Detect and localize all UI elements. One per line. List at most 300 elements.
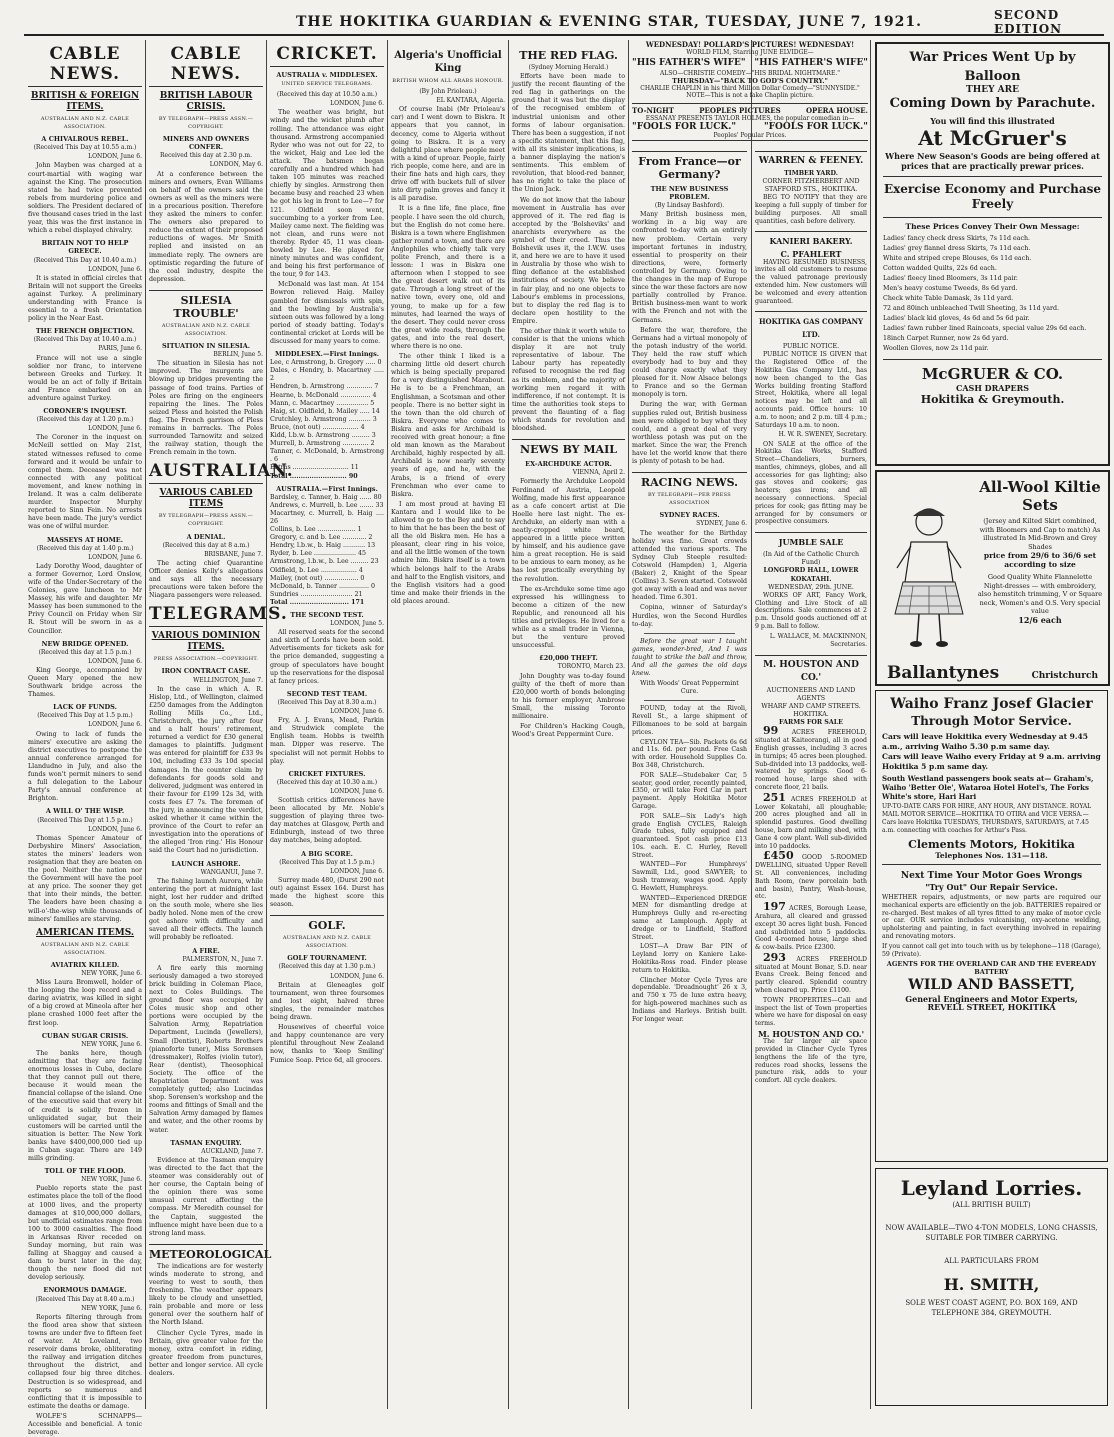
classified-ad: FOR SALE—Studebaker Car, 5 seater, good order, recently painted, £350, or will take Ford Car in part payment. Apply Hokitika Motor Garage. [632,771,747,810]
ad-sub: (In Aid of the Catholic Church Fund) [762,551,860,567]
ad-store: McGRUER & CO. [921,365,1064,383]
dateline: LONDON, June 6. [88,153,142,161]
ad-text: TOWN PROPERTIES—Call and inspect the list of Town properties where we have for disposal on easy terms. [755,996,867,1028]
story-title: EX-ARCHDUKE ACTOR. [525,460,612,469]
received-line: (Received this day at 10.30 a.m.) [276,778,378,786]
story-title: LAUNCH ASHORE. [171,859,241,868]
story-text: Fry, A. J. Evans, Mead, Parkin and Strudwick complete the English team. Hobbs is twelfth man. Dipper was reserve. The specialist will not permit Hobbs to play. [270,717,384,765]
footer-ad: Housewives of cheerful voice and happy countenance are very plentiful throughout New Zealand now, thanks to 'Keep Smiling' Fumice Soap. Price 6d, all grocers. [270,1024,384,1064]
story-title: A CHIVALROUS REBEL. [41,135,129,144]
story-title: A WILL O' THE WISP. [45,807,125,816]
ad-line: Cars will leave Hokitika every Wednesday at 9.45 a.m., arriving Waiho 5.30 p.m same day. [882,732,1088,751]
ad-text: WORKS OF ART, Fancy Work, Clothing and Live Stock of all descriptions. Sale commences at 2 p.m. Unsold goods auctioned off at 9 p.m. Ball to follow. [755,591,867,630]
section-heading: TELEGRAMS. [149,604,263,627]
dateline: PALMERSTON, N., June 7. [182,955,263,963]
dateline: LONDON, June 6. [330,972,384,980]
sub-heading: AMERICAN ITEMS. [35,927,135,938]
ad-town: Christchurch [1031,671,1098,681]
story-title: THE SECOND TEST. [290,611,364,619]
byline: (Sydney Morning Herald.) [528,64,609,71]
story-title: AVIATRIX KILLED. [50,960,120,969]
sub-heading: BRITISH WHOM ALL ARABS HONOUR. [392,78,504,84]
dateline: WELLINGTON, June 7. [193,676,263,684]
motor-ads [875,690,1108,1162]
received-line: (Received this day at 1.20 p.m.) [36,416,134,424]
received-line: (Received This Day at 10.40 a.m.) [33,336,137,344]
score-row: Tanner, c. McDonald, b. Armstrong . 6 [270,448,384,464]
ad-text: HAVING RESUMED BUSINESS, invites all old customers to resume the valued patronage previously extended him. New customers will be welcomed and every attention guaranteed. [755,258,867,305]
cinema-line: ALSO—CHRISTIE COMEDY—"HIS BRIDAL NIGHTMARE." [659,70,841,77]
ad-place: LONGFORD HALL, LOWER KOKATAHI. [763,567,859,583]
story-title: SITUATION IN SILESIA. [161,342,251,351]
ad-headline: Next Time Your Motor Goes Wrongs [900,871,1083,881]
ballantynes-sign [877,663,1108,683]
footer-ad: WOLFE'S SCHNAPPS—Accessible and beneficial. A tonic beverage. [28,1412,142,1437]
ad-line: AGENTS FOR THE OVERLAND CAR AND THE EVEREADY BATTERY [886,960,1097,977]
ad-sub: AUCTIONEERS AND LAND AGENTS [766,686,856,702]
ad-text: PUBLIC NOTICE IS GIVEN that the Registered Office of the Hokitika Gas Company Ltd., has now been changed to the Gas Works building fronting Stafford Street, Hokitika, where all legal notices may be left and all accounts paid. Office hours: 10 a.m. to noon; and 2 p.m. till 4 p.m.; Saturdays 10 a.m. to noon. [755,351,867,429]
story-title: SYDNEY RACES. [659,511,720,520]
farm-text: ACRES FREEHOLD situated at Mount Bonar, S.D. near Evans Creek. Being fenced and partly cleared. Splendid country when cleared up. Price £1100. [755,955,868,995]
ad-text: The far larger air space provided in Clincher Cycle Tyres lengthens the life of the tyre, reduces road shocks, lessens the puncture risk, adds to your comfort. All cycle dealers. [755,1038,867,1085]
story-text: Britain at Gleneagles golf tournament, won three foursomes and lost eight, halved three singles, the remainder matches being drawn. [270,981,384,1022]
farm-number: 293 [763,950,786,964]
dateline: LONDON, June 6. [88,553,142,561]
classified-ad: FOUND, today at the Rivoli, Revell St., a large shipment of Fillomanoes to be sold at bargain prices. [632,705,747,736]
ad-headline: Exercise Economy and Purchase Freely [883,182,1102,211]
fools-row [632,122,868,132]
dateline: AUCKLAND, June 7. [201,1147,263,1155]
story-text: The Coroner in the inquest on McNeill settled on May 21st, stated witnesses refused to come forward and it would be unfair to compel them. Deceased was not connected with any political movement, and knew nothing in Ireland. It was a calm deliberate murder. Inspector Murphy reported to Sinn Fein. No arrests have been made. The jury's verdict was one of wilful murder. [28,434,142,531]
column-red-flag [512,40,625,1409]
column-rule [751,40,752,1409]
story-title: £20,000 THEFT. [539,654,598,663]
dateline: LONDON, June 6. [88,265,142,273]
column-cricket [270,40,384,1409]
received-line: (Received This Day at 10.55 a.m.) [33,144,137,152]
story-text: It is a fine life, fine place, fine people. I have seen the old church, but the English do not come here. Biskra is a town where Englishmen gather round a town, and there are Anglophiles who chiefly talk very polite French, and there is a lesson: I was in Biskra one afternoon when I stopped to see the great desert walk out of its gate. Through a long street of the native town, every one, old and young, to make up for a few minutes, had learned the ways of the desert. They could never cross the great wide roads, through the gates, and into the real desert, where there is no one. [391,205,505,350]
footer-ad: Clincher Cycle Tyres, made in Britain, give greater value for the money, extra comfort in riding, greater freedom from punctures, better and longer service. All cycle dealers. [149,1329,263,1377]
price-item: Check white Table Damask, 3s 11d yard. [883,295,1014,302]
classified-ad: FOR SALE—Six Lady's high grade English CYCLES, Raleigh Grade tubes, fully equipped and guaranteed. Spot cash price £13 10s. each. E. C. Hurley, Revell Street. [632,812,747,859]
ad-sub: FARMS FOR SALE [779,719,843,727]
sub-heading: VARIOUS CABLED ITEMS [159,488,253,510]
dateline: NEW YORK, June 6. [81,1304,142,1312]
column-rule [628,40,629,1409]
price-item: Woollen Gloves, now 2s 11d pair. [883,345,989,352]
poem-footer: With Woods' Great Peppermint Cure. [640,680,739,696]
score-row: Hearne, b. McDonald ............... 4 [270,391,377,399]
ad-heading: KANIERI BAKERY. [755,231,867,248]
story-text: King George, accompanied by Queen Mary opened the new Southwark bridge across the Thames. [28,666,142,699]
ad-headline: War Prices Went Up by Balloon [909,50,1076,84]
dateline: LONDON, May 6. [209,161,263,169]
ad-line: REVELL STREET, HOKITIKA [927,1002,1056,1013]
column-rule [266,40,267,1409]
ballantynes-ad [875,470,1110,686]
classified-ad: WANTED—Experienced DREDGE MEN for dismantling dredge at Humphreys Gully and re-erecting same at Lamplough. Apply at dredge or to Lindfield, Stafford Street. [632,894,747,941]
classified-ad: Clincher Motor Cycle Tyres are dependable. 'Dreadnought' 26 x 3, and 750 x 75 de luxe extra heavy, for high-powered machines such as Indians and Harleys. British built. For longer wear. [632,976,747,1023]
ad-line: "Try Out" Our Repair Service. [925,882,1058,892]
ad-line: CASH DRAPERS [955,383,1030,393]
agency-credit: AUSTRALIAN AND N.Z. CABLE ASSOCIATION. [282,935,372,950]
story-text: The ex-Archduke some time ago expressed his willingness to become a citizen of the new Republic, and renounced all his titles and privileges. He lived for a while as a small trader in Vienna, but the venture proved unsuccessful. [512,585,625,650]
story-text: Owing to lack of funds the miners' executive are asking the district executives to postpone the annual conference arranged for Llandudno in July, and also the funds won't permit miners to send a full delegation to the Labour Party's annual conference at Brighton. [28,730,142,803]
ad-heading: WARREN & FEENEY. [755,151,867,168]
ad-address: CORNER FITZHERBERT AND STAFFORD STS., HOKITIKA. [762,178,860,194]
ad-text: ON SALE at the office of the Hokitika Gas Works, Stafford Street—Chandeliers, burners, mantles, chimneys, globes, and all accessories for gas lighting; also gas stoves and cookers; gas heaters; gas irons; and all necessary connections. Special prices for cook; gas fitting may be arranged for by consumers or prospective consumers. [755,440,867,526]
story-text: McDonald was last man. At 154 Bowron relieved Haig. Mailey gambled for dismissals with spin, and the bowling by Australia's sixteen outs was followed by a long period of steady batting. Today's continental cricket at Lords will be discussed for many years to come. [270,281,384,345]
ad-line: General Engineers and Motor Experts, [905,994,1078,1005]
story-title: MASSEYS AT HOME. [46,535,124,544]
dateline: TORONTO, March 23. [557,663,625,671]
score-row: Collins, b. Lee ................... 1 [270,526,362,534]
story-text: All reserved seats for the second and sixth of Lords have been sold. Advertisements for tickets ask for the price demanded, suggesting a group of speculators have bought up the reservations for the disposal at fancy prices. [270,629,384,685]
cinema-line: ESSANAY PRESENTS TAYLOR HOLMES, the popular comedian in— [645,115,855,122]
dateline: LONDON, June 5. [330,620,384,628]
leyland-ad [875,1168,1108,1406]
column-rule [508,40,509,1409]
story-text: Evidence at the Tasman enquiry was directed to the fact that the steamer was considerably out of her course, the Captain being of the opinion there was some unusual current affecting the compass. Mr Meredith counsel for the Captain, suggested the influence might have been due to a strong land mass. [149,1156,263,1237]
price-item: Cotton wadded Quilts, 22s 6d each. [883,265,997,272]
film-title: "FOOLS FOR LUCK." [632,122,737,132]
received-line: (Received this day at 1.30 p.m.) [278,963,376,971]
dateline: SYDNEY, June 6. [696,520,747,528]
story-text: Scottish critics differences have been allocated by Mr. Noble's suggestion of playing three two-day matches at Glasgow, Perth and Edinburgh, instead of two three day matches, being adopted. [270,796,384,845]
agency-credit: AUSTRALIAN AND N.Z. CABLE ASSOCIATION. [40,941,130,956]
story-text: Efforts have been made to justify the recent flaunting of the red flag in gatherings on the ground that it was but the display of the recognised emblem of industrial unionism and other forms of labour organisation. There has been a suggestion, if not a specific statement, that this flag, with all its sinister implications, is a banner displaying the nation's sentiments. This emblem of revolution, that blood-red banner, has no right to take the place of the Union Jack. [512,73,625,194]
ad-line: Where New Season's Goods are being offered at prices that are practically prewar prices. [885,151,1100,171]
farm-listing [755,724,868,791]
byline: (By John Prioleau.) [419,88,477,96]
cinema-line: Peoples' Popular Prices. [713,132,787,139]
newspaper-title: THE HOKITIKA GUARDIAN & EVENING STAR, TUESDAY, JUNE 7, 1921. [296,14,922,30]
ad-line: Good Quality White Flannelette Night-dresses — with embroidery, also hemstitch trimming, V or Square neck, Women's and O.S. Very special value [977,573,1103,615]
price-item: 18inch Carpet Runner, now 2s 6d yard. [883,335,1009,342]
story-text: The fishing launch Aurora, while entering the port at midnight last night, lost her rudder and drifted on the south mole, where she lies badly holed. None men of the crew got ashore with difficulty and saved all their effects. The launch will probably be refloated. [149,877,263,942]
score-row: Hendry, l.b.w., b. Haig ........... 13 [270,542,376,550]
score-row: Extras ............................ 11 [270,464,359,472]
story-text: Pueblo reports state the past estimates place the toll of the flood at 1000 lives, and the property damages at $10,000,000 dollars, but unofficial estimates range from 100 to 3000 casualties. The flood in Arkansas River receded on Sunday morning, but rain was falling at Shaggay and caused a dam to burst later in the day, though the new flood did not develop seriously. [28,1185,142,1282]
scorecard-title: MIDDLESEX.—First Innings. [274,350,380,359]
received-line: (Received this day at 8 a.m.) [162,541,250,549]
dateline: LONDON, June 6. [88,825,142,833]
story-text: The weather was bright, but windy and the wicket plumb after rolling. The attendance was eight thousand. Armstrong accompanied Ryder who was not out for 22, to the wicket, Haig and Lee led the attack. The batsmen began carefully and a hundred which had taken 105 minutes was reached chiefly by singles. Armstrong then became busy and reached 23 when he got his leg in front to Lee—7 for 121. Oldfield soon went, succumbing to a yorker from Lee. Mailey came next. The fielding was not clean, and runs were not thereby. Ryder 45, 11 was clean-bowled by Lee. He played for ninety minutes and was confident, and being his first performance of the tour, 9 for 143. [270,109,384,279]
ad-signature: L. WALLACE, M. MACKINNON, Secretaries. [769,632,867,648]
story-title: CORONER'S INQUEST. [43,407,127,416]
story-text: John Doughty was to-day found guilty of the theft of more than £20,000 worth of bonds belonging to his former employer, Ambrose Small, the missing Toronto millionaire. [512,672,625,721]
tonight-label: TO-NIGHT [632,106,674,115]
story-text: The indications are for westerly winds moderate to strong, and veering to west to south, then freshening. The weather appears likely to be cloudy and unsettled, rain probable and more or less general over the southern half of the North Island. [149,1262,263,1327]
ad-store: Ballantynes [887,663,1000,683]
story-text: I am most proud at having El Kantara and I would like to be allowed to go to the Bey and to say to him that he has been the best of all the old Biskra men. He has a pleasant, clear ring in his voice, and all the little women of the town admire him. Biskra itself is a town which belongs half to the Arabs and half to the English visitors, and the English visitors had a good time and make their friends in the old places around. [391,500,505,605]
received-line: (Received This Day at 8.40 a.m.) [35,1295,135,1303]
ad-headline: All-Wool Kiltie Sets [979,478,1101,514]
dateline: EL KANTARA, Algeria. [436,97,505,105]
story-text: Reports filtering through from the flood area show that sixteen towns are under five to fifteen feet of water. At Loveland, two reservoir dams broke, obliterating the railway and irrigation ditches throughout the district, and collapsed four big three ditches. Destruction is so widespread, and reports so numerous and conflicting that it is impossible to estimate the deaths or damage. [28,1313,142,1410]
sub-heading: THE NEW BUSINESS PROBLEM. [650,185,729,202]
score-row: Hendren, b. Armstrong ............. 7 [270,383,379,391]
score-row: Mann, c. Macartney ................ 5 [270,399,375,407]
farm-number: £450 [763,849,794,863]
tonight-venue: PEOPLES PICTURES [699,106,781,115]
price-item: 72 and 80inch unbleached Twill Sheeting, 3s 11d yard. [883,305,1060,312]
girl-illustration [883,502,975,652]
ad-line: Cars will leave Waiho every Friday at 9 a.m. arriving Hokitika 5 p.m same day. [882,752,1101,771]
score-row: Bardsley, c. Tanner, b. Haig ...... 80 [270,493,382,501]
cinema-line: CHARLIE CHAPLIN in his third Million Dollar Comedy—"SUNNYSIDE." [640,85,860,92]
masthead-rule [24,34,1104,36]
ad-signature: H. W. R. SWENEY, Secretary. [778,431,867,439]
ad-line: These Prices Convey Their Own Message: [905,222,1080,231]
score-row: Kidd, l.b.w. b. Armstrong ......... 3 [270,432,376,440]
received-line: (Received This Day at 1.5 p.m.) [37,712,133,720]
story-text: Miss Laura Bromwell, holder of the looping the loop record and a daring aviatrix, was killed in sight of a big crowd at Mineola after her plane crashed 1000 feet after the first loop. [28,979,142,1027]
story-text: Of course Inabi (Mr Prioleau's car) and I went down to Biskra. It appears that you cannot, in decency, come to Algeria without going to Biskra. It is a very delightful place where people meet with a kind of uproar. People, fairly rich people, come here, and are in their fine hats and high cars, they drive off with buckets full of silver into dirty palm groves and fancy it is all paradise. [391,106,505,203]
section-heading: RACING NEWS. [632,472,747,489]
dateline: PARIS, June 6. [98,345,142,353]
received-line: (Received this day at 10.50 a.m.) [276,91,378,99]
dateline: LONDON, June 6. [88,657,142,665]
story-text: Formerly the Archduke Leopold Ferdinand of Austria, Leopold Wolfing, made his first appearance as a cafe concert artist at Die Hoelle here last night. The ex-Archduke, an elderly man with a neatly-cropped white beard, appeared in a little piece written by himself, and his audience gave him a great reception. He is said to be anxious to earn money, as he has lost practically everything by the revolution. [512,478,625,583]
agency-credit: BY TELEGRAPH—PRESS ASSN.—COPYRIGHT. [158,116,254,131]
dateline: LONDON, June 6. [330,100,384,108]
story-text: Before the war, therefore, the Germans had a virtual monopoly of the potash industry of the world. They held the raw stuff which everybody had to buy and they could charge exactly what they pleased for it. Now Alsace belongs to France and so the German monopoly is torn. [632,326,747,399]
ad-line: THEY ARE [966,85,1019,95]
classified-ad: WANTED—For Humphreys' Sawmill, Ltd., good SAWYER; to bush tramway, wages good. Apply G. Hewlett, Humphreys. [632,861,747,892]
column-cable-news-1 [28,40,142,1437]
story-text: Lady Dorothy Wood, daughter of a former Governor, Lord Onslow, wife of the Under-Secretary of the Colonies, gave luncheon to Mr Massey, his wife and daughter. Mr Massey has been summoned to the Privy Council on Friday when Sir R. Stout will be sworn in as a Councillor. [28,562,142,635]
section-heading: NEWS BY MAIL [512,439,625,456]
ad-headline: Waiho Franz Josef Glacier [890,696,1093,712]
score-row: Murrell, b. Armstrong ............. 2 [270,440,375,448]
sub-heading: METEOROLOGICAL [149,1244,263,1261]
story-text: Copina, winner of Saturday's Hurdles, won the Second Hurdles to-day. [632,604,747,628]
story-title: A BIG SCORE. [301,849,353,858]
price-item: Ladies' black kid gloves, 4s 6d and 5s 6d pair. [883,315,1030,322]
dateline: NEW YORK, June 6. [81,1176,142,1184]
ad-line: UP-TO-DATE CARS FOR HIRE, ANY HOUR, ANY DISTANCE. ROYAL MAIL MOTOR SERVICE—HOKITIKA TO OTIRA and VICE VERSA.—Cars leave Hokitika TUESDAYS, THURSDAYS, SATURDAYS, at 7.45 a.m. connecting with coaches for Arthur's Pass. [882,803,1092,834]
price-item: Ladies' grey flannel dress Skirts, 7s 11d each. [883,245,1031,252]
story-text: At a conference between the miners and owners, Evan Williams on behalf of the owners said the owners as well as the miners were in a precarious position. Therefore they asked the miners to confer. The owners also prepared to reduce the extent of their proposed reductions of wages. Mr Smith replied and insisted on an immediate reply. The owners are optimistic regarding the future of the coal industry, despite the depression. [149,170,263,283]
received-line: (Received This Day at 1.5 p.m.) [37,816,133,824]
classified-ad: LOST—A Draw Bar PIN of Leyland lorry on Kaniere Lake-Hokitika-Ross road. Finder please return to Hokitika. [632,943,747,974]
ad-text: If you cannot call get into touch with us by telephone—118 (Garage), 59 (Private). [882,942,1101,958]
story-text: During the war, with German supplies ruled out, British business men were obliged to buy what they could, and a great deal of very worthless potash was put on the market. Since the war, the French have let the world know that there is plenty of potash to be had. [632,401,747,466]
score-row: Bruce, (not out) .................. 4 [270,423,365,431]
ad-address: WHARF AND CAMP STREETS. HOKITIKA. [761,703,861,719]
column-cable-news-2 [149,40,294,1409]
ad-date: WEDNESDAY, 29th. JUNE. [768,583,854,591]
ad-heading: HOKITIKA GAS COMPANY LTD. [755,311,867,341]
dateline: NEW YORK, June 6. [81,970,142,977]
story-title: MINERS AND OWNERS CONFER. [162,135,250,152]
price-item: Ladies' fawn rubber lined Raincoats, special value 29s 6d each. [883,325,1087,332]
mcgruer-ad [875,42,1110,466]
score-row: Lee, c Armstrong, b. Gregory ..... 0 [270,359,382,367]
farm-text: GOOD 5-ROOMED DWELLING, situated Upper Revell St. All conveniences, including Bath Room, (new porcelain bath and basin), Pantry, Wash-house, etc. [755,854,867,901]
masthead [0,0,1114,36]
score-row: Dales, c Hendry, b. Macartney ..... 2 [270,367,384,383]
story-text: The weather for the Birthday holiday was fine. Great crowds attended the various sports. The Sydney Club Steeple resulted: Cotswold (Hampden) 1, Algeria (Baker) 2, Knight of the Spear (Collins) 3. Seven started. Cotswold got away with a lead and was never headed. Time 6.301. [632,529,747,602]
story-title: CUBAN SUGAR CRISIS. [41,1031,129,1040]
column-algeria [391,40,505,1409]
dateline: BERLIN, June 5. [213,351,263,359]
film-title: "HIS FATHER'S WIFE" [632,58,746,68]
farm-number: 251 [763,790,786,804]
ad-line: NOW AVAILABLE—TWO 4-TON MODELS, LONG CHASSIS, SUITABLE FOR TIMBER CARRYING. [885,1224,1098,1242]
ad-sub: PUBLIC NOTICE. [782,343,840,351]
farm-text: ACRES FREEHOLD, situated at Kaiteorangi, all in good English grasses, including 3 acres in turnips; 45 acres been ploughed. Sub-divided into 13 paddocks, well-watered by springs. Good 6-roomed house, large shed with concrete floor, 21 bails. [755,729,868,791]
story-title: BRITAIN NOT TO HELP GREECE. [41,239,129,256]
cinema-note: NOTE—This is not a fake Chaplin picture. [686,92,814,99]
film-title: "HIS FATHER'S WIFE" [754,58,868,68]
cinema-titles [632,58,868,68]
story-title: A DENIAL. [186,532,226,541]
column-rule [387,40,388,1409]
story-text: In the case in which A. R. Hislop, Ltd., of Wellington, claimed £250 damages from the Addington Rolling Mills Co., Ltd., Christchurch, the jury after four and a half hours' retirement, returned a verdict for £30 general damages to plaintiffs. Judgment was entered for plaintiff for £33 9s 10d, including £33 3s 10d special damages. In the counter claim by defendants for goods sold and delivered, judgment was entered in their favour for £199 12s 3d, with costs fees £7 7s. The foreman of the jury, in announcing the verdict, asked whether it came within the province of the Court to refer an investigation into the operations of the alleged 'Iron ring.' His Honour said the Court had no jurisdiction. [149,685,263,855]
story-title: TASMAN ENQUIRY. [170,1138,242,1147]
received-line: (Received This Day at 1.5 p.m.) [279,858,375,866]
price-list [883,234,1102,354]
story-title: IRON CONTRACT CASE. [161,667,251,676]
score-total: Total .......................... 90 [270,472,358,480]
scorecard-australia [270,494,384,607]
story-title: NEW BRIDGE OPENED. [41,639,129,648]
farm-text: ACRES, Borough Lease, Arahura, all cleared and grassed except 30 acres light bush. Fenced and subdivided into 5 paddocks. Good 4-roomed house, large shed & cow-bails. Price £2300. [755,905,867,952]
story-text: The other think it worth while to consider is that the unions which display it are not truly representative of labour. The Labour party has repeatedly refused to recognise the red flag as its emblem, and the majority of working men regard it with indifference, if not contempt. It is time the authorities took steps to prevent the flaunting of a flag which stands for revolution and bloodshed. [512,328,625,433]
ad-headline: Through Motor Service. [911,714,1072,728]
ad-line: You will find this illustrated [930,116,1055,126]
dateline: BRISBANE, June 7. [204,550,263,558]
agency-credit: PRESS ASSOCIATION.—COPYRIGHT. [153,656,259,663]
ad-line: Telephones Nos. 131—118. [935,851,1048,860]
farm-listing [755,900,867,952]
ad-line: ALL PARTICULARS FROM [944,1257,1039,1265]
ad-headline: Leyland Lorries. [900,1176,1083,1200]
sub-heading: SILESIA TROUBLE' [149,290,263,320]
scorecard-middlesex [270,359,384,480]
section-heading: From France—or Germany? [632,151,747,181]
ad-line: (Jersey and Kilted Skirt combined, with Bloomers and Cap to match) As illustrated In Mid-Brown and Grey Shades [979,517,1101,551]
ad-text: BEG TO NOTIFY that they are keeping a full supply of timber for building purposes. All small quantities, cash before delivery. [755,194,867,225]
price-item: White and striped crepe Blouses, 6s 11d each. [883,255,1032,262]
ad-store: At McGruer's [918,126,1067,150]
story-text: We do not know that the labour movement in Australia has ever approved of it. The red flag is accepted by the 'Bolsheviks' and anarchists everywhere as the symbol of their creed. Thus the Bolshevik uses it, the I.W.W. uses it, and here we are to have it used in Australia by those who wish to fling defiance at the established institutions of society. We believe in fair play, and no one objects to Labour's emblems in processions, but to display the red flag is to declare open hostility to the Empire. [512,196,625,325]
cinema-ads [632,40,868,141]
column-rule [870,40,871,1409]
dateline: WANGANUI, June 7. [200,868,263,876]
story-text: The acting chief Quarantine Officer denies Kelly's allegations and says all the necessary precautions were taken before the Niagara passengers were released. [149,559,263,600]
story-title: TOLL OF THE FLOOD. [44,1167,126,1176]
cinema-line: THURSDAY—"BACK TO GOD'S COUNTRY." [672,77,828,85]
ad-heading: M. HOUSTON AND CO.' [755,655,867,685]
section-heading: CABLE NEWS. [28,44,142,87]
dateline: VIENNA, April 2. [572,469,625,477]
received-line: (Received This Day at 10.40 a.m.) [33,256,137,264]
story-title: A FIRE. [192,946,220,955]
poem: Before the great war I taught games, wonder-bred, And I was taught to strike the ball and throw, And all the games the old days knew. [632,637,747,678]
farm-listing [755,849,867,901]
score-row: Armstrong, l.b.w., b. Lee ......... 23 [270,558,379,566]
dateline: LONDON, June 6. [88,425,142,433]
score-row: Sundries .......................... 21 [270,590,363,598]
ad-heading: JUMBLE SALE [755,532,867,549]
classified-ad: CEYLON TEA—Sib. Packets 6s 6d and 11s. 6d. per pound. Free Cash with order. Household Supplies Co. Box 348, Christchurch. [632,738,747,769]
edition-label: SECOND EDITION [994,8,1063,36]
dateline: LONDON, June 6. [330,708,384,716]
section-heading: CABLE NEWS. [149,44,263,87]
section-heading: AUSTRALIAN. [149,461,263,484]
ad-line: Hokitika & Greymouth. [920,393,1065,406]
ad-store: H. SMITH, [943,1275,1040,1294]
ad-store: Clements Motors, Hokitika [908,838,1075,851]
column-rule [145,40,146,1409]
dateline: LONDON, June 6. [330,867,384,875]
score-row: Macartney, c. Murrell, b. Haig .... 26 [270,509,384,525]
price-item: Ladies' fancy check dress Skirts, 7s 11d each. [883,235,1031,242]
dateline: LONDON, June 6. [330,787,384,795]
score-row: Haig, st. Oldfield, b. Mailey ..... 14 [270,407,380,415]
price-item: Ladies' fleecy lined Bloomers, 3s 11d pair. [883,275,1018,282]
ad-text: WHETHER repairs, adjustments, or new parts are required our mechanical experts are efficiently on the job. BATTERIES repaired or re-charged. Best makes of all tyres fitted to any make of motor cycle or car. OUR service includes vulcanising, oxy-acetone welding, upholstering and painting, in fact everything involved in repairing and renovating motors. [882,894,1101,940]
byline: (By Lindsay Bashford). [654,202,725,210]
dateline: NEW YORK, June 6. [81,1040,142,1048]
received-line: (Received This Day at 8.30 a.m.) [277,698,377,706]
footer-ad: For Children's Hacking Cough, Wood's Great Peppermint Cure. [512,723,625,739]
ad-signature: M. HOUSTON AND CO.' [757,1029,865,1040]
cinema-line: WORLD FILM, Starring JUNE ELVIDGE— [686,49,814,56]
sub-heading: AUSTRALIA v. MIDDLESEX. [276,71,378,79]
ad-line: South Westland passengers book seats at— Graham's, Waiho 'Better Ole', Wataroa Hotel Hotel's, The Forks White's store, Hari Hari [882,774,1094,801]
sub-heading: VARIOUS DOMINION ITEMS. [151,631,261,653]
dateline: LONDON, June 6. [88,721,142,729]
agency-credit: UNITED SERVICE TELEGRAMS. [281,81,373,88]
score-row: Oldfield, b. Lee .................. 4 [270,566,363,574]
agency-credit: BY TELEGRAPH—PRESS ASSN.—COPYRIGHT. [158,513,254,528]
story-text: The other think I liked is a charming little old desert church which is being specially prepared for a very distinguished Marabout. He is to be a Frenchman, an Englishman, a Scotsman and other people. There is no better sight in the town than the old church of Biskra. Everyone who comes to Biskra and asks for Archibald is received with great honour; a fine old man known as the Marabout Archibald, highly respected by all. Archibald is now nearly seventy years of age, and he, with the Arabs, is a friend of every Frenchman who ever came to Biskra. [391,353,505,498]
section-heading: Algeria's Unofficial King [394,50,502,74]
farm-number: 99 [763,724,779,738]
film-title: "FOOLS FOR LUCK." [763,122,868,132]
cinema-header: WEDNESDAY! POLLARD'S PICTURES! WEDNESDAY! [645,40,855,49]
story-text: France will not use a single soldier nor franc, to intervene between Greeks and Turkey. It would be an act of folly if Britain and France embarked on an adventure against Turkey. [28,354,142,402]
sub-heading: BRITISH & FOREIGN ITEMS. [30,91,140,112]
story-title: ENORMOUS DAMAGE. [43,1286,127,1295]
tonight-row [632,103,868,115]
received-line: (Received this day at 1.40 p.m.) [36,544,134,552]
farm-text: ACRES FREEHOLD at Lower Kokatahi, all ploughable; 200 acres ploughed and all in splendid pastures. Good dwelling house, barn and milking shed, with Gane 4 cow plant. Well sub-divided into 10 paddocks. [755,795,867,850]
ad-price: 12/6 each [1018,614,1062,625]
ad-line: (ALL BRITISH BUILT) [952,1201,1031,1209]
story-text: Thomas Spencer Amateur of Derbyshire Miners' Association, states the miners' leaders won resignation that they are beaten on the pool. Neither the nation nor the Government will have the pool at any price. The sooner they get that into their minds, the better. The leaders have been chasing a will-o'-the-wisp while thousands of miners' families are starving. [28,834,142,923]
ad-price: price from 29/6 to 36/6 set according to size [983,551,1097,569]
ad-sub: TIMBER YARD. [784,170,838,177]
story-text: Many British business men, working in a big way are confronted to-day with an entirely new problem. Certain very important fortunes in industry, essential to prosperity on their directions, were, formerly controlled by Germany. Owing to the changes in the map of Europe since the war these factors are now partially controlled by France. British business-men want to work with the French and not with the Germans. [632,211,747,324]
score-row: Mailey, (not out) ................. 0 [270,574,365,582]
story-text: It is stated in official circles that Britain will not support the Greeks against Turkey. A preliminary understanding with France is essential to a fresh Orientation policy in the Near East. [28,274,142,323]
score-row: Ryder, b. Lee ..................... 45 [270,550,366,558]
score-row: Andrews, c. Murrell, b. Lee ....... 33 [270,501,384,509]
price-item: Men's heavy costume Tweeds, 8s 6d yard. [883,285,1018,292]
score-total: Total ........................... 171 [270,598,365,606]
section-heading: CRICKET. [270,44,384,67]
story-title: SECOND TEST TEAM. [286,689,368,698]
story-title: LACK OF FUNDS. [53,703,117,712]
score-row: McDonald, b. Tanner ............... 0 [270,582,376,590]
story-text: Surrey made 480, (Durst 290 not out) against Essex 164. Durst has made the highest score this season. [270,876,384,909]
ad-store: WILD AND BASSETT, [908,977,1075,994]
